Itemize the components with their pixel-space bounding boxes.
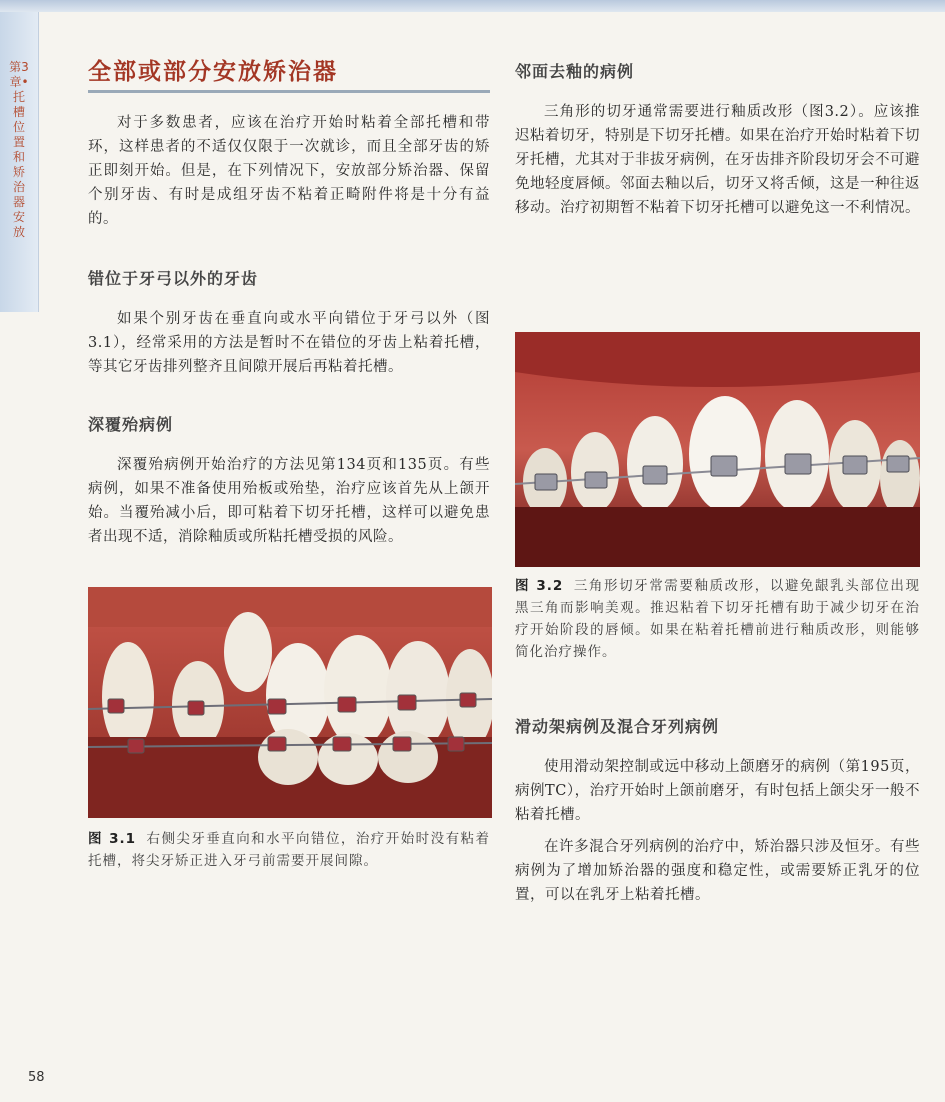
- paragraph-malpositioned-teeth: 如果个别牙齿在垂直向或水平向错位于牙弓以外（图3.1），经常采用的方法是暂时不在错位的牙齿上粘着托槽，等其它牙齿排列整齐且间隙开展后再粘着托槽。: [88, 311, 490, 375]
- heading-sliding-jig: 滑动架病例及混合牙列病例: [515, 717, 720, 736]
- intro-paragraph: 对于多数患者，应该在治疗开始时粘着全部托槽和带环，这样患者的不适仅仅限于一次就诊，而且全部牙齿的矫正即刻开始。但是，在下列情况下，安放部分矫治器、保留个别牙齿、有时是成组牙齿不粘着正畸附件将是十分有益的。: [88, 115, 490, 227]
- heading-interproximal-reduction: 邻面去釉的病例: [515, 62, 635, 81]
- section-title: 全部或部分安放矫治器: [88, 56, 490, 93]
- figure-3-2-caption-text: 三角形切牙常需要釉质改形，以避免龈乳头部位出现黑三角而影响美观。推迟粘着下切牙托槽有助于减少切牙在治疗开始阶段的唇倾。如果在粘着托槽前进行釉质改形，则能够简化治疗操作。: [515, 578, 920, 660]
- teeth-braces-illustration: [88, 587, 492, 818]
- chapter-side-tab: [0, 12, 39, 312]
- figure-3-2-photo: [515, 332, 920, 567]
- paragraph-interproximal-reduction: 三角形的切牙通常需要进行釉质改形（图3.2）。应该推迟粘着切牙，特别是下切牙托槽。如果在治疗开始时粘着下切牙托槽，尤其对于非拔牙病例，在牙齿排齐阶段切牙会不可避免地轻度唇倾。邻面去釉以后，切牙又将舌倾，这是一种往返移动。治疗初期暂不粘着下切牙托槽可以避免这一不利情况。: [515, 104, 920, 216]
- paragraph-sliding-jig: 使用滑动架控制或远中移动上颌磨牙的病例（第195页，病例TC），治疗开始时上颌前磨牙，有时包括上颌尖牙一般不粘着托槽。: [515, 759, 920, 823]
- figure-3-1-number: 图 3.1: [88, 831, 137, 847]
- heading-deep-bite: 深覆殆病例: [88, 415, 174, 434]
- paragraph-mixed-dentition: 在许多混合牙列病例的治疗中，矫治器只涉及恒牙。有些病例为了增加矫治器的强度和稳定性，或需要矫正乳牙的位置，可以在乳牙上粘着托槽。: [515, 839, 920, 903]
- figure-3-1-caption: [88, 828, 490, 872]
- page-number: 58: [28, 1070, 45, 1085]
- paragraph-deep-bite: 深覆殆病例开始治疗的方法见第134页和135页。有些病例，如果不准备使用殆板或殆垫，治疗应该首先从上颌开始。当覆殆减小后，即可粘着下切牙托槽，这样可以避免患者出现不适，消除釉质或所粘托槽受损的风险。: [88, 457, 490, 545]
- right-column: [515, 56, 920, 907]
- figure-3-2-caption: [515, 575, 920, 663]
- figure-3-1-photo: [88, 587, 492, 818]
- chapter-label: 第3章•托槽位置和矫治器安放: [9, 60, 29, 239]
- left-column: [88, 56, 490, 872]
- figure-3-2-number: 图 3.2: [515, 578, 564, 594]
- figure-3-1-caption-text: 右侧尖牙垂直向和水平向错位，治疗开始时没有粘着托槽，将尖牙矫正进入牙弓前需要开展间隙。: [88, 831, 490, 869]
- incisors-braces-illustration: [515, 332, 920, 567]
- heading-malpositioned-teeth: 错位于牙弓以外的牙齿: [88, 269, 259, 288]
- top-rule: [0, 0, 945, 12]
